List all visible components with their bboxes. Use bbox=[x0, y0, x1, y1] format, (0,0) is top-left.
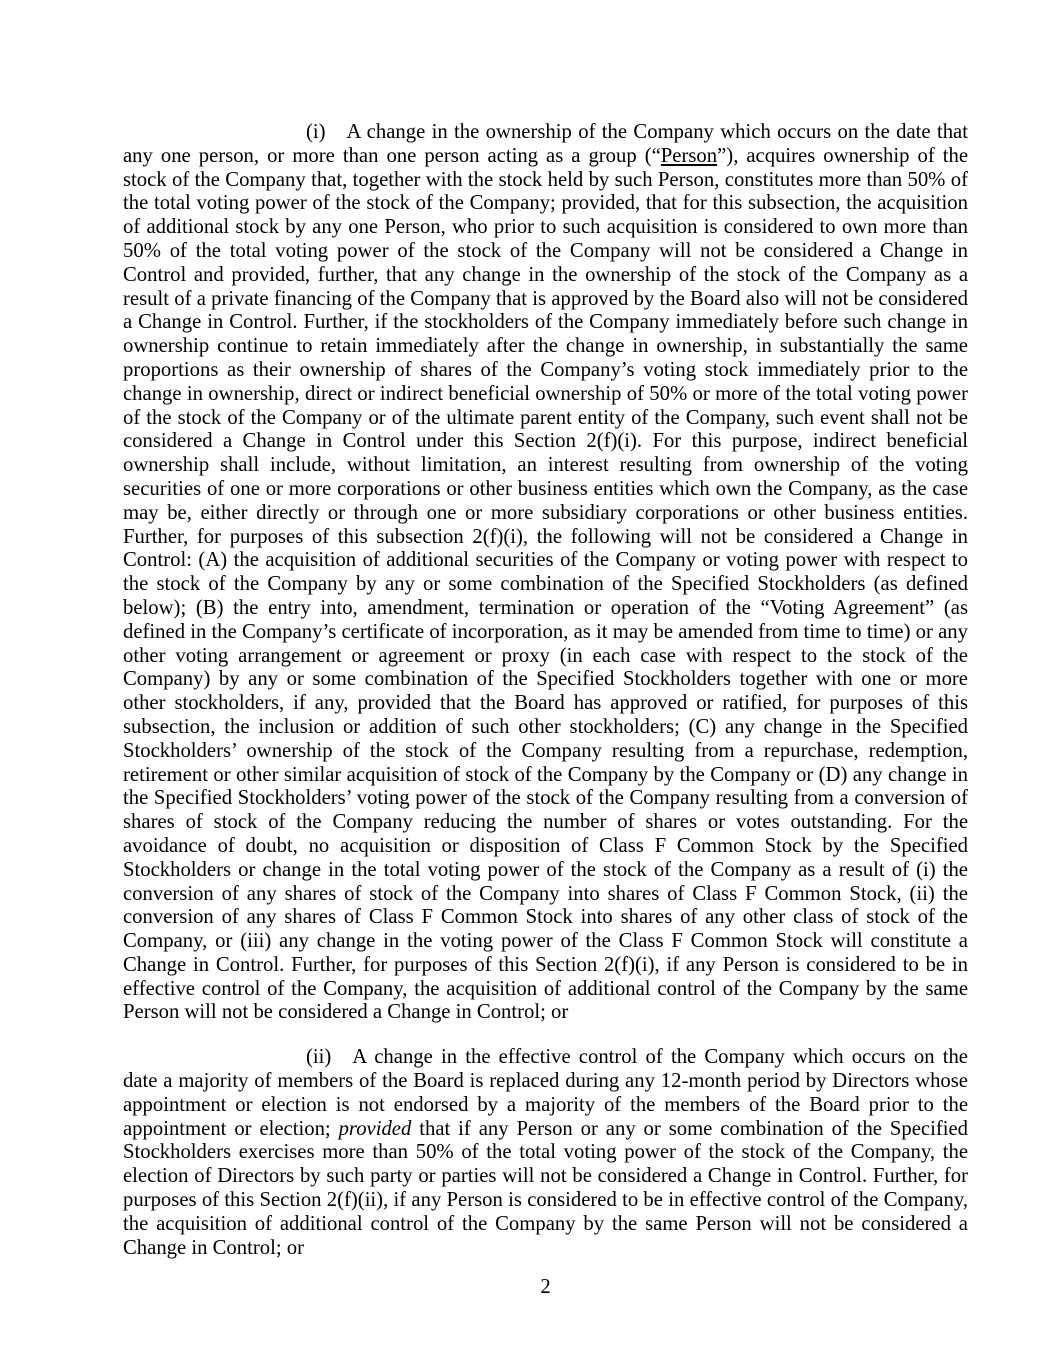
document-body bbox=[123, 121, 968, 1281]
paragraph bbox=[123, 121, 968, 1025]
text-run: that if any Person or any or some combination of the Specified Stockholders exercises more than 50% of the total voting power of the stock of the Company, the election of Directors by such party or parties will not be considered a Change in Control. Further, for purposes of this Section 2(f)(ii), if any Person is considered to be in effective control of the Company, the acquisition of additional control of the Company by the same Person will not be considered a Change in Control; or bbox=[123, 1117, 968, 1259]
page-number: 2 bbox=[540, 1276, 551, 1298]
paragraph bbox=[123, 1046, 968, 1260]
text-run: ”), acquires ownership of the stock of the Company that, together with the stock held by such Person, constitutes more than 50% of the total voting power of the stock of the Company; provided, that for this subsection, the acquisition of additional stock by any one Person, who prior to such acquisition is considered to own more than 50% of the total voting power of the stock of the Company will not be considered a Change in Control and provided, further, that any change in the ownership of the stock of the Company as a result of a private financing of the Company that is approved by the Board also will not be considered a Change in Control. Further, if the stockholders of the Company immediately before such change in ownership continue to retain immediately after the change in ownership, in substantially the same proportions as their ownership of shares of the Company’s voting stock immediately prior to the change in ownership, direct or indirect beneficial ownership of 50% or more of the total voting power of the stock of the Company or of the ultimate parent entity of the Company, such event shall not be considered a Change in Control under this Section 2(f)(i). For this purpose, indirect beneficial ownership shall include, without limitation, an interest resulting from ownership of the voting securities of one or more corporations or other business entities which own the Company, as the case may be, either directly or through one or more subsidiary corporations or other business entities. Further, for purposes of this subsection 2(f)(i), the following will not be considered a Change in Control: (A) the acquisition of additional securities of the Company or voting power with respect to the stock of the Company by any or some combination of the Specified Stockholders (as defined below); (B) the entry into, amendment, termination or operation of the “Voting Agreement” (as defined in the Company’s certificate of incorporation, as it may be amended from time to time) or any other voting arrangement or agreement or proxy (in each case with respect to the stock of the Company) by any or some combination of the Specified Stockholders together with one or more other stockholders, if any, provided that the Board has approved or ratified, for purposes of this subsection, the inclusion or addition of such other stockholders; (C) any change in the Specified Stockholders’ ownership of the stock of the Company resulting from a repurchase, redemption, retirement or other similar acquisition of stock of the Company by the Company or (D) any change in the Specified Stockholders’ voting power of the stock of the Company resulting from a conversion of shares of stock of the Company reducing the number of shares or votes outstanding. For the avoidance of doubt, no acquisition or disposition of Class F Common Stock by the Specified Stockholders or change in the total voting power of the stock of the Company as a result of (i) the conversion of any shares of stock of the Company into shares of Class F Common Stock, (ii) the conversion of any shares of Class F Common Stock into shares of any other class of stock of the Company, or (iii) any change in the voting power of the Class F Common Stock will constitute a Change in Control. Further, for purposes of this Section 2(f)(i), if any Person is considered to be in effective control of the Company, the acquisition of additional control of the Company by the same Person will not be considered a Change in Control; or bbox=[123, 144, 968, 1024]
text-run-italic: provided bbox=[338, 1117, 412, 1140]
text-run-underline: Person bbox=[660, 144, 718, 167]
paragraph-label: (ii) bbox=[306, 1046, 332, 1069]
text-run: A change in the ownership of the Company which occurs on the date that any one person, or more than one person acting as a group (“ bbox=[123, 121, 968, 167]
text-run: A change in the effective control of the Company which occurs on the date a majority of members of the Board is replaced during any 12-month period by Directors whose appointment or election is not endorsed by a majority of the members of the Board prior to the appointment or election; bbox=[123, 1046, 968, 1140]
paragraph-label: (i) bbox=[306, 121, 326, 143]
